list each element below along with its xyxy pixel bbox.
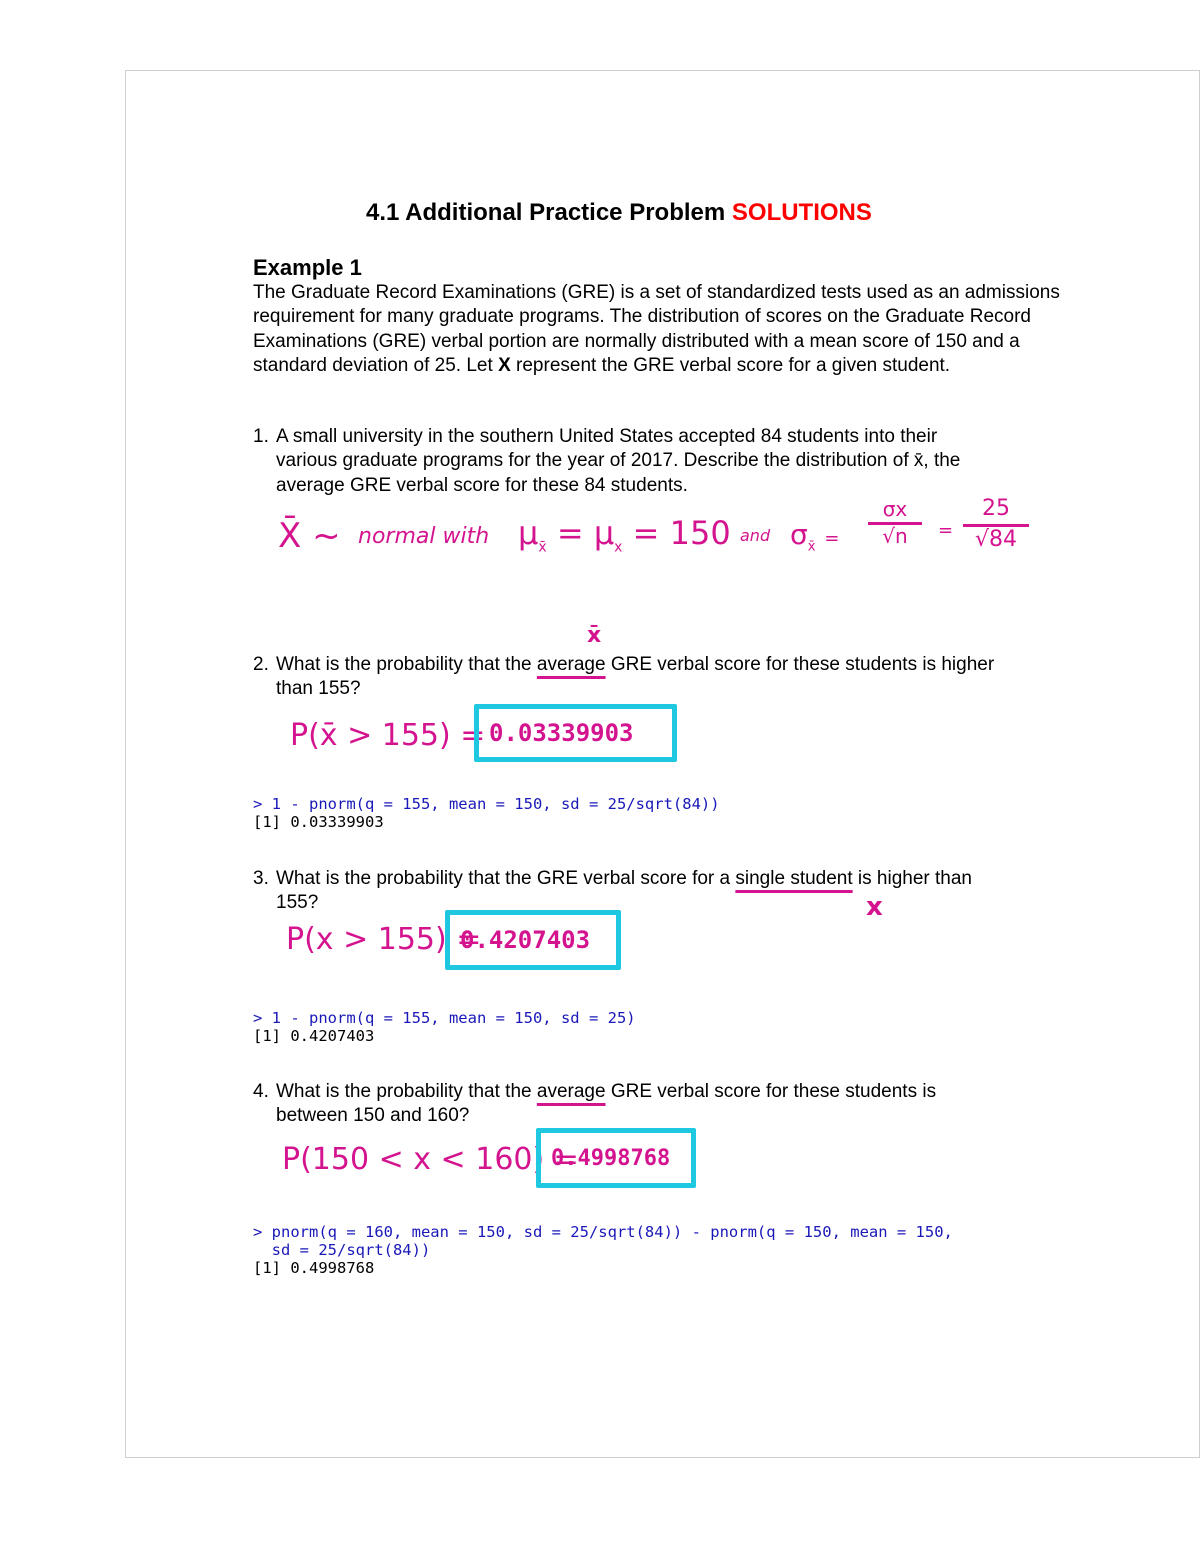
answer-box-q3: 0.4207403 [445,910,621,970]
answer-box-q2: 0.03339903 [474,704,677,762]
r-code-q2: > 1 - pnorm(q = 155, mean = 150, sd = 25/sqrt(84)) [1] 0.03339903 [253,795,720,831]
question-2: 2. What is the probability that the average GRE verbal score for these students is higher than 155? [253,654,995,700]
example-heading: Example 1 [253,255,362,280]
handwritten-xbar-distribution: X̄ ~ [278,516,341,556]
handwritten-probability-q2: P(x̄ > 155) = [290,718,486,753]
r-code-q4: > pnorm(q = 160, mean = 150, sd = 25/sqrt(84)) - pnorm(q = 150, mean = 150, sd = 25/sqrt(84)) [1] 0.4998768 [253,1223,953,1277]
answer-box-q4: 0.4998768 [536,1128,696,1188]
handwritten-and: and [740,526,771,545]
handwritten-sigma: $\sigma_{x̄}$ = [790,518,840,555]
handwritten-probability-q3: P(x > 155) = [286,922,482,957]
r-code-q3: > 1 - pnorm(q = 155, mean = 150, sd = 25) [1] 0.4207403 [253,1009,636,1045]
annotation-x: x [866,892,883,922]
handwritten-probability-q4: P(150 < x < 160) = [282,1142,579,1177]
handwritten-fraction-1: σx √n [868,498,922,547]
handwritten-mu-equation: $\mu_{x̄} = \mu_x = 150$ [518,514,731,556]
page-title: 4.1 Additional Practice Problem SOLUTIONS [366,199,872,226]
annotation-xbar: x̄ [587,623,602,648]
handwritten-eq: = [938,520,954,541]
handwritten-normal-with: normal with [358,524,490,549]
question-1: 1. A small university in the southern United States accepted 84 students into their various graduate programs for the year of 2017. Describe the distribution of x̄, the average GRE verbal score for these 84 students. [253,426,961,496]
title-accent: SOLUTIONS [731,199,872,226]
example-intro: The Graduate Record Examinations (GRE) is a set of standardized tests used as an admissions requirement for many graduate programs. The distribution of scores on the Graduate Record Examinations (GRE) verbal portion are normally distributed with a mean score of 150 and a standard deviation of 25. Let X represent the GRE verbal score for a given student. [253,282,1060,376]
question-4: 4. What is the probability that the average GRE verbal score for these students is between 150 and 160? [253,1081,937,1127]
question-3: 3. What is the probability that the GRE verbal score for a single student is higher than 155? [253,868,972,914]
handwritten-fraction-2: 25 √84 [963,496,1029,553]
